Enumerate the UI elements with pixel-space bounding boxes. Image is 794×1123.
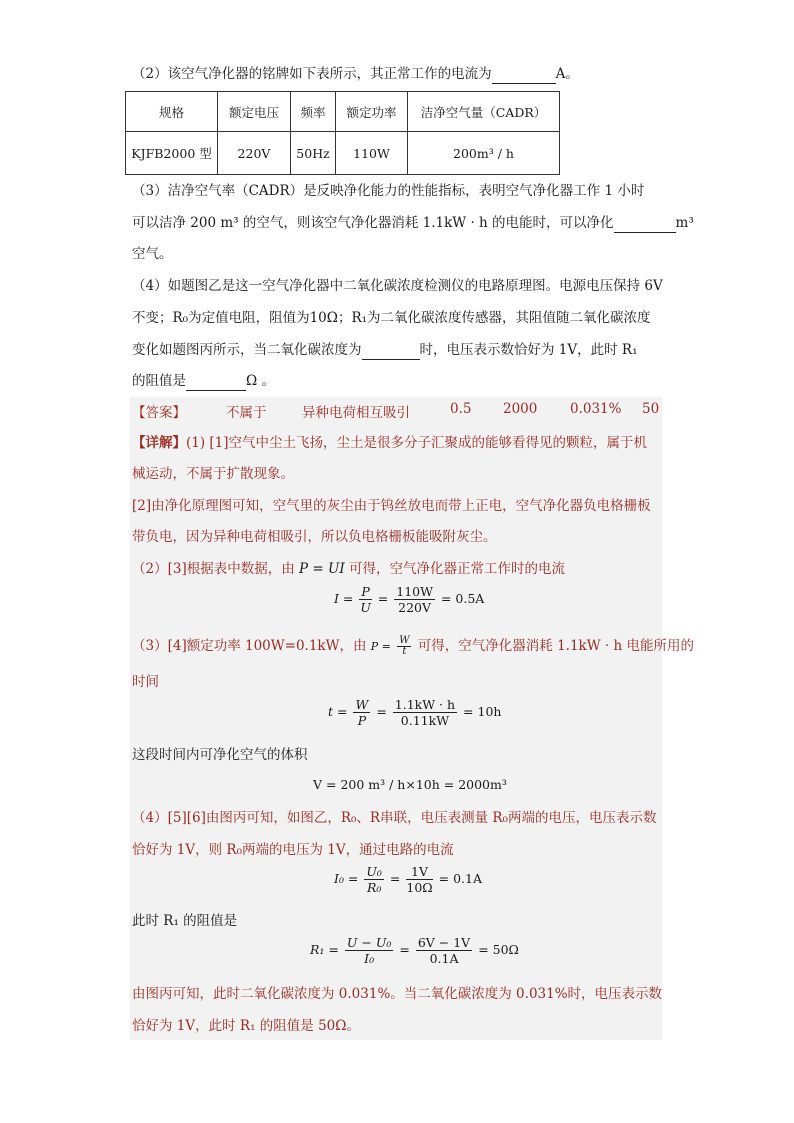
table-row — [126, 132, 560, 175]
question-4-line-4 — [132, 371, 662, 391]
numerator: W — [399, 635, 410, 646]
denominator: P — [357, 713, 367, 728]
equals-sign: = — [389, 871, 401, 886]
question-2-text: （2）该空气净化器的铭牌如下表所示，其正常工作的电流为 — [132, 66, 492, 82]
denominator: 0.1A — [429, 951, 459, 966]
answer-value: 0.5 — [450, 401, 472, 417]
detail-p4-line-2: 时间 — [132, 674, 159, 690]
formula: P = — [370, 640, 391, 653]
equation-result: = 10h — [463, 704, 502, 719]
question-3-line-1: （3）洁净空气率（CADR）是反映净化能力的性能指标，表明空气净化器工作 1 小时 — [132, 183, 645, 199]
question-2-unit: A。 — [555, 66, 579, 82]
fraction — [397, 636, 411, 657]
equation-result: = 50Ω — [478, 942, 519, 957]
fraction — [353, 697, 370, 728]
answer-blank — [362, 343, 420, 360]
question-3-line-2 — [132, 213, 694, 233]
denominator: 220V — [398, 600, 432, 615]
fraction — [406, 864, 432, 895]
detail-p1-line-1 — [132, 433, 662, 453]
detail-p8-line-1: 由图丙可知，此时二氧化碳浓度为 0.031%。当二氧化碳浓度为 0.031%时，电压表示数 — [132, 986, 663, 1002]
detail-p7: 此时 R₁ 的阻值是 — [132, 913, 238, 929]
denominator: U — [360, 600, 371, 615]
detail-label: 【详解】 — [132, 435, 186, 451]
detail-p4 — [132, 635, 694, 657]
table-cell: 50Hz — [291, 132, 336, 175]
question-3-text: 可以洁净 200 m³ 的空气，则该空气净化器消耗 1.1kW · h 的电能时，可以净化 — [132, 215, 614, 231]
detail-p5: 这段时间内可净化空气的体积 — [132, 747, 308, 763]
equation-time — [328, 697, 501, 728]
answer-value: 异种电荷相互吸引 — [302, 405, 410, 421]
table-cell: 220V — [218, 132, 291, 175]
formula: P = UI — [299, 561, 345, 577]
detail-p1-line-2: 械运动，不属于扩散现象。 — [132, 466, 294, 482]
table-header-cell: 额定电压 — [218, 92, 291, 132]
detail-p2-line-2: 带负电，因为异种电荷相吸引，所以负电格栅板能吸附灰尘。 — [132, 529, 497, 545]
table-cell: 110W — [336, 132, 408, 175]
answer-blank — [186, 374, 246, 391]
fraction — [345, 935, 394, 966]
detail-p2-line-1: [2]由净化原理图可知，空气里的灰尘由于钨丝放电而带上正电，空气净化器负电格栅板 — [132, 498, 651, 514]
numerator: 110W — [396, 584, 433, 599]
equals-sign: = — [399, 942, 410, 957]
detail-text: （3）[4]额定功率 100W=0.1kW，由 — [132, 638, 367, 654]
answer-label: 【答案】 — [132, 405, 186, 421]
fraction — [364, 864, 384, 895]
table-cell: 200m³ / h — [408, 132, 560, 175]
question-4-text: 的阻值是 — [132, 373, 186, 389]
question-4-unit: Ω 。 — [246, 373, 275, 389]
numerator: W — [355, 697, 369, 712]
question-4-line-3 — [132, 340, 662, 360]
equation-resistance — [310, 935, 519, 966]
equation-lhs: R₁ = — [310, 942, 339, 957]
numerator: P — [361, 584, 370, 599]
numerator: 1.1kW · h — [394, 697, 456, 712]
fraction — [394, 584, 435, 615]
equation-volume: V = 200 m³ / h×10h = 2000m³ — [313, 777, 507, 792]
equals-sign: = — [377, 591, 389, 606]
table-header-row — [126, 92, 560, 132]
question-3-line-3: 空气。 — [132, 246, 173, 262]
equation-lhs: I = — [334, 591, 354, 606]
equation-lhs: I₀ = — [334, 871, 359, 886]
detail-p3 — [132, 559, 662, 579]
equation-result: = 0.5A — [440, 591, 485, 606]
question-3-unit: m³ — [675, 215, 694, 231]
question-4-line-1: （4）如题图乙是这一空气净化器中二氧化碳浓度检测仪的电路原理图。电源电压保持 6V — [132, 278, 663, 294]
question-4-text: 变化如题图丙所示，当二氧化碳浓度为 — [132, 342, 362, 358]
answer-blank — [492, 67, 556, 84]
equation-lhs: t = — [328, 704, 348, 719]
question-2 — [132, 64, 662, 84]
equation-current-i0 — [334, 864, 482, 895]
question-4-line-2: 不变；R₀为定值电阻，阻值为10Ω；R₁为二氧化碳浓度传感器，其阻值随二氧化碳浓度 — [132, 310, 651, 326]
detail-p6-line-1: （4）[5][6]由图丙可知，如图乙，R₀、R串联，电压表测量 R₀两端的电压，电压表示数 — [132, 810, 657, 826]
answer-value: 不属于 — [226, 405, 267, 421]
fraction — [416, 935, 472, 966]
table-cell: KJFB2000 型 — [126, 132, 218, 175]
answer-value: 0.031% — [570, 401, 622, 417]
denominator: I₀ — [364, 951, 375, 966]
question-4-text: 时，电压表示数恰好为 1V，此时 R₁ — [419, 342, 638, 358]
equation-current — [334, 584, 484, 615]
detail-text: (1) [1]空气中尘土飞扬，尘土是很多分子汇聚成的能够看得见的颗粒，属于机 — [186, 435, 648, 451]
answer-value: 50 — [642, 401, 660, 417]
denominator: t — [402, 646, 407, 657]
fraction — [359, 584, 371, 615]
table-header-cell: 额定功率 — [336, 92, 408, 132]
numerator: U − U₀ — [346, 935, 392, 950]
answer-value: 2000 — [503, 401, 538, 417]
detail-text: （2）[3]根据表中数据，由 — [132, 561, 295, 577]
detail-p8-line-2: 恰好为 1V，此时 R₁ 的阻值是 50Ω。 — [132, 1018, 360, 1034]
table-header-cell: 洁净空气量（CADR） — [408, 92, 560, 132]
denominator: 10Ω — [406, 880, 433, 895]
fraction — [393, 697, 457, 728]
table-header-cell: 规格 — [126, 92, 218, 132]
denominator: 0.11kW — [400, 713, 450, 728]
numerator: 6V − 1V — [417, 935, 471, 950]
numerator: U₀ — [366, 864, 382, 879]
table-header-cell: 频率 — [291, 92, 336, 132]
equals-sign: = — [376, 704, 387, 719]
detail-text: 可得，空气净化器消耗 1.1kW · h 电能所用的 — [417, 638, 694, 654]
nameplate-table — [125, 91, 560, 175]
answer-blank — [614, 216, 676, 233]
equation-result: = 0.1A — [438, 871, 483, 886]
numerator: 1V — [406, 864, 432, 880]
detail-text: 可得，空气净化器正常工作时的电流 — [349, 561, 566, 577]
detail-p6-line-2: 恰好为 1V，则 R₀两端的电压为 1V，通过电路的电流 — [132, 842, 454, 858]
denominator: R₀ — [366, 880, 382, 895]
